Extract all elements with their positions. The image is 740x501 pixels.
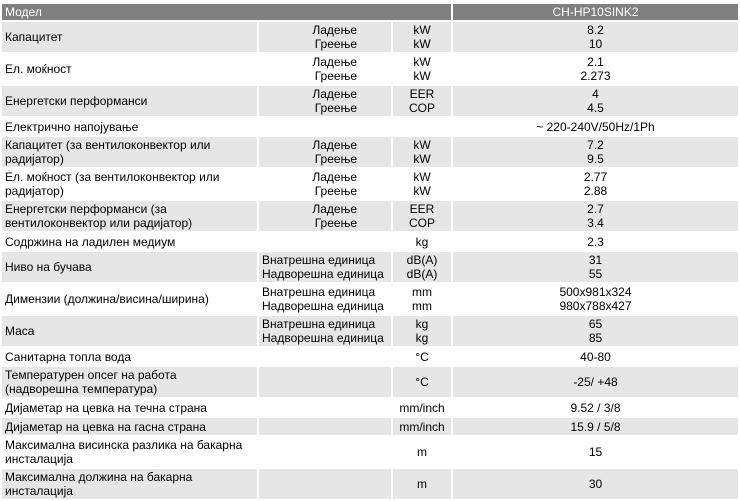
spec-mode: Греење xyxy=(314,101,357,115)
spec-mode: Ладење xyxy=(312,202,357,216)
spec-name-cell xyxy=(2,117,258,136)
spec-name: вентилоконвектор или радијатор) xyxy=(5,216,193,230)
spec-value-cell xyxy=(452,168,738,200)
spec-row xyxy=(2,315,738,347)
spec-mode-cell xyxy=(258,251,392,283)
spec-name-cell xyxy=(2,21,258,53)
spec-value: 3.4 xyxy=(587,216,604,230)
spec-value: 15 xyxy=(588,445,603,459)
spec-mode: Надворешна единица xyxy=(262,331,384,345)
spec-value-cell xyxy=(452,347,738,366)
spec-value: 65 xyxy=(588,317,603,331)
spec-row xyxy=(2,53,738,85)
spec-name-cell xyxy=(2,136,258,168)
spec-value: 9.5 xyxy=(587,152,604,166)
spec-unit-cell xyxy=(392,117,452,136)
spec-row xyxy=(2,417,738,436)
spec-row xyxy=(2,200,738,232)
spec-name: Содржина на ладилен медиум xyxy=(5,234,176,249)
spec-value: 10 xyxy=(588,37,603,51)
spec-name-cell xyxy=(2,85,258,117)
spec-value: ~ 220-240V/50Hz/1Ph xyxy=(536,119,655,134)
spec-name: Температурен опсег на работа xyxy=(5,368,177,382)
spec-name: Енергетски перформанси (за xyxy=(5,202,167,216)
spec-unit: mm xyxy=(412,285,432,299)
spec-name: Максимална висинска разлика на бакарна xyxy=(5,438,243,452)
spec-name-cell xyxy=(2,398,258,417)
spec-mode: Греење xyxy=(314,37,357,51)
spec-name: Дијаметар на цевка на гасна страна xyxy=(5,419,206,434)
spec-value: 2.273 xyxy=(580,69,611,83)
spec-row xyxy=(2,168,738,200)
spec-value-cell xyxy=(452,117,738,136)
spec-unit: kg xyxy=(415,331,429,345)
spec-name: Капацитет (за вентилоконвектор или xyxy=(5,138,211,152)
spec-value-cell xyxy=(452,283,738,315)
spec-unit: COP xyxy=(408,216,435,230)
spec-unit: kg xyxy=(415,317,429,331)
spec-mode-cell xyxy=(258,53,392,85)
spec-table-body xyxy=(2,4,738,500)
spec-value: 9.52 / 3/8 xyxy=(570,400,621,415)
spec-row xyxy=(2,232,738,251)
spec-mode: Греење xyxy=(314,69,357,83)
spec-mode-cell xyxy=(258,436,392,468)
spec-value-cell xyxy=(452,200,738,232)
spec-unit: kW xyxy=(413,23,431,37)
spec-value-cell xyxy=(452,21,738,53)
spec-name-cell xyxy=(2,232,258,251)
spec-value: 4 xyxy=(592,87,599,101)
spec-name-cell xyxy=(2,53,258,85)
spec-mode-cell xyxy=(258,315,392,347)
spec-unit-cell xyxy=(392,398,452,417)
spec-value-cell xyxy=(452,232,738,251)
spec-value: 40-80 xyxy=(580,349,611,364)
spec-unit: kW xyxy=(413,152,431,166)
spec-unit-cell xyxy=(392,366,452,398)
spec-name-cell xyxy=(2,417,258,436)
spec-name: Санитарна топла вода xyxy=(5,349,132,364)
spec-mode-cell xyxy=(258,366,392,398)
spec-mode-cell xyxy=(258,21,392,53)
spec-row xyxy=(2,366,738,398)
spec-mode-cell xyxy=(258,283,392,315)
spec-unit-cell xyxy=(392,436,452,468)
spec-name-cell xyxy=(2,468,258,500)
spec-row xyxy=(2,85,738,117)
spec-value-cell xyxy=(452,315,738,347)
spec-value: 2.77 xyxy=(583,170,608,184)
spec-unit: kW xyxy=(413,55,431,69)
spec-table xyxy=(2,4,738,501)
spec-name-cell xyxy=(2,366,258,398)
spec-value: 980x788x427 xyxy=(559,299,632,313)
spec-value: 15.9 / 5/8 xyxy=(570,419,621,434)
spec-value-cell xyxy=(452,366,738,398)
spec-unit-cell xyxy=(392,21,452,53)
spec-unit-cell xyxy=(392,283,452,315)
spec-unit-cell xyxy=(392,136,452,168)
spec-name: Максимална должина на бакарна xyxy=(5,470,193,484)
spec-unit: m xyxy=(417,477,427,491)
spec-unit: kW xyxy=(413,170,431,184)
spec-name: Дијаметар на цевка на течна страна xyxy=(5,400,207,415)
spec-name: инсталација xyxy=(5,484,73,498)
spec-name: инсталација xyxy=(5,452,73,466)
spec-unit-cell xyxy=(392,468,452,500)
spec-unit: COP xyxy=(408,101,435,115)
spec-value-cell xyxy=(452,398,738,417)
spec-mode-cell xyxy=(258,417,392,436)
spec-name-cell xyxy=(2,315,258,347)
spec-row xyxy=(2,283,738,315)
spec-mode: Греење xyxy=(314,216,357,230)
spec-value: -25/ +48 xyxy=(573,375,618,389)
spec-unit: °C xyxy=(415,349,429,364)
spec-name: Ел. моќност (за вентилоконвектор или xyxy=(5,170,220,184)
spec-unit-cell xyxy=(392,85,452,117)
header-label: Модел xyxy=(2,4,452,21)
spec-mode-cell xyxy=(258,232,392,251)
spec-value: 7.2 xyxy=(587,138,604,152)
spec-mode-cell xyxy=(258,398,392,417)
header-model: CH-HP10SINK2 xyxy=(452,4,738,21)
spec-name: (надворешна температура) xyxy=(5,382,158,396)
spec-name-cell xyxy=(2,436,258,468)
spec-unit-cell xyxy=(392,315,452,347)
spec-value-cell xyxy=(452,436,738,468)
spec-mode: Греење xyxy=(314,184,357,198)
spec-unit: kg xyxy=(415,234,429,249)
spec-unit-cell xyxy=(392,347,452,366)
spec-mode: Ладење xyxy=(312,170,357,184)
spec-unit: dB(A) xyxy=(406,253,438,267)
spec-value: 2.3 xyxy=(587,234,604,249)
spec-value: 55 xyxy=(588,267,603,281)
spec-mode: Надворешна единица xyxy=(262,299,384,313)
spec-mode: Ладење xyxy=(312,87,357,101)
spec-row xyxy=(2,468,738,500)
spec-value: 500x981x324 xyxy=(559,285,632,299)
spec-value: 4.5 xyxy=(587,101,604,115)
spec-mode-cell xyxy=(258,85,392,117)
spec-unit: mm/inch xyxy=(399,419,445,434)
spec-mode: Ладење xyxy=(312,55,357,69)
spec-mode: Внатрешна единица xyxy=(262,253,376,267)
spec-value: 85 xyxy=(588,331,603,345)
spec-name: Капацитет xyxy=(5,30,63,44)
spec-unit: kW xyxy=(413,69,431,83)
spec-name: Димензии (должина/висина/ширина) xyxy=(5,292,209,306)
spec-mode-cell xyxy=(258,200,392,232)
spec-unit: mm/inch xyxy=(399,400,445,415)
spec-mode-cell xyxy=(258,468,392,500)
spec-mode: Внатрешна единица xyxy=(262,317,376,331)
spec-unit: kW xyxy=(413,184,431,198)
spec-mode: Внатрешна единица xyxy=(262,285,376,299)
spec-unit: mm xyxy=(412,299,432,313)
spec-value-cell xyxy=(452,136,738,168)
spec-unit: m xyxy=(417,445,427,459)
spec-value: 31 xyxy=(588,253,603,267)
spec-unit-cell xyxy=(392,232,452,251)
spec-name-cell xyxy=(2,251,258,283)
spec-unit: °C xyxy=(415,375,429,389)
spec-value: 2.88 xyxy=(583,184,608,198)
spec-row xyxy=(2,117,738,136)
spec-name-cell xyxy=(2,347,258,366)
spec-mode: Ладење xyxy=(312,23,357,37)
spec-unit: EER xyxy=(409,202,435,216)
spec-name-cell xyxy=(2,168,258,200)
spec-unit: kW xyxy=(413,37,431,51)
spec-name: радијатор) xyxy=(5,152,64,166)
spec-name: Електрично напојување xyxy=(5,119,139,134)
spec-unit: dB(A) xyxy=(406,267,438,281)
spec-row xyxy=(2,136,738,168)
spec-mode-cell xyxy=(258,347,392,366)
spec-unit-cell xyxy=(392,168,452,200)
spec-name: радијатор) xyxy=(5,184,64,198)
spec-unit-cell xyxy=(392,251,452,283)
spec-mode-cell xyxy=(258,136,392,168)
spec-name: Ел. моќност xyxy=(5,62,72,76)
spec-value-cell xyxy=(452,468,738,500)
spec-row xyxy=(2,398,738,417)
spec-name-cell xyxy=(2,200,258,232)
spec-row xyxy=(2,21,738,53)
spec-value: 2.1 xyxy=(587,55,604,69)
spec-value-cell xyxy=(452,85,738,117)
spec-name: Маса xyxy=(5,324,35,338)
spec-value-cell xyxy=(452,417,738,436)
spec-value-cell xyxy=(452,53,738,85)
spec-unit-cell xyxy=(392,417,452,436)
spec-mode-cell xyxy=(258,117,392,136)
spec-mode-cell xyxy=(258,168,392,200)
spec-value: 30 xyxy=(588,477,603,491)
header-row xyxy=(2,4,738,21)
spec-row xyxy=(2,251,738,283)
spec-row xyxy=(2,436,738,468)
spec-value: 8.2 xyxy=(587,23,604,37)
spec-mode: Ладење xyxy=(312,138,357,152)
spec-mode: Греење xyxy=(314,152,357,166)
spec-unit-cell xyxy=(392,53,452,85)
spec-unit-cell xyxy=(392,200,452,232)
spec-mode: Надворешна единица xyxy=(262,267,384,281)
spec-name-cell xyxy=(2,283,258,315)
spec-name: Ниво на бучава xyxy=(5,260,92,274)
spec-unit: kW xyxy=(413,138,431,152)
spec-value-cell xyxy=(452,251,738,283)
spec-row xyxy=(2,347,738,366)
spec-name: Енергетски перформанси xyxy=(5,94,148,108)
spec-unit: EER xyxy=(409,87,435,101)
spec-value: 2.7 xyxy=(587,202,604,216)
